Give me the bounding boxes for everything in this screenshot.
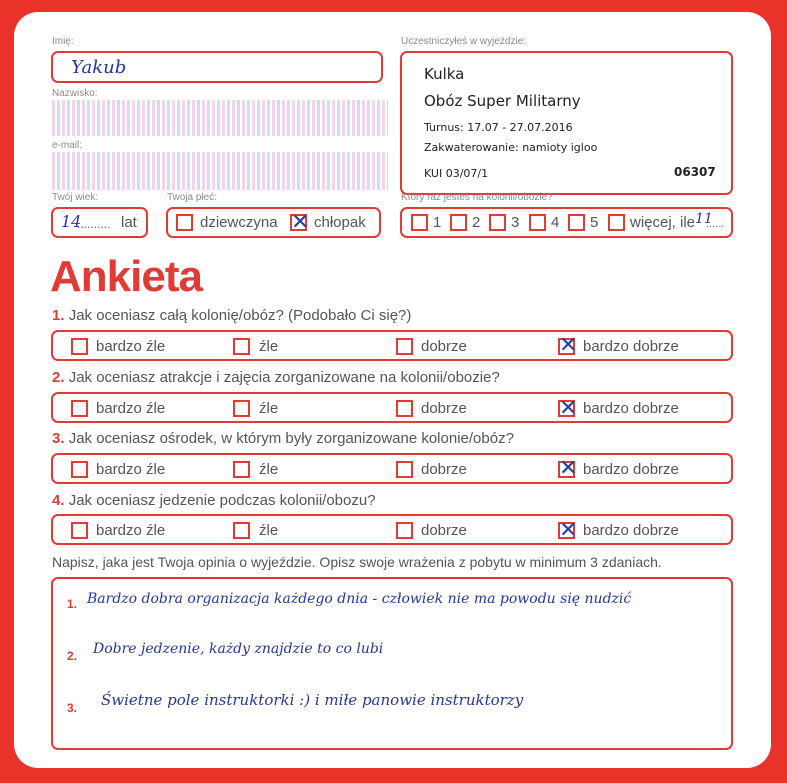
opinion-line-2: Dobre jedzenie, każdy znajdzie to co lubi <box>93 641 384 657</box>
q3-bad-checkbox[interactable] <box>233 461 250 478</box>
q1-good-checkbox[interactable] <box>396 338 413 355</box>
camp-accommodation: Zakwaterowanie: namioty igloo <box>424 141 598 154</box>
email-redacted <box>52 152 388 190</box>
camp-code: KUI 03/07/1 <box>424 167 489 180</box>
q1-check-mark: ✕ <box>559 333 578 358</box>
survey-sheet <box>14 12 771 768</box>
girl-label: dziewczyna <box>200 214 278 231</box>
surname-label: Nazwisko: <box>52 88 98 99</box>
opinion-box[interactable] <box>51 577 733 750</box>
camp-turnus: Turnus: 17.07 - 27.07.2016 <box>424 121 573 134</box>
question-2-text: Jak oceniasz atrakcje i zajęcia zorganizowane na kolonii/obozie? <box>68 369 500 386</box>
q3-good-checkbox[interactable] <box>396 461 413 478</box>
question-2-options <box>51 392 733 423</box>
times-label-3: 3 <box>511 214 520 231</box>
opinion-prompt: Napisz, jaka jest Twoja opinia o wyjeździe. Opisz swoje wrażenia z pobytu w minimum 3 zdaniach. <box>52 554 662 570</box>
question-3 <box>52 430 514 447</box>
question-2 <box>52 369 500 386</box>
times-checkbox-3[interactable] <box>489 214 506 231</box>
boy-check-mark: ✕ <box>291 210 310 235</box>
times-checkbox-more[interactable] <box>608 214 625 231</box>
q3-good-label: dobrze <box>421 461 467 478</box>
q2-bad-checkbox[interactable] <box>233 400 250 417</box>
camp-brand: Kulka <box>424 65 465 83</box>
q2-very-good-label: bardzo dobrze <box>583 400 679 417</box>
q4-very-good-checkbox[interactable] <box>558 518 578 543</box>
times-label-1: 1 <box>433 214 442 231</box>
first-name-value: Yakub <box>71 57 127 78</box>
q1-bad-checkbox[interactable] <box>233 338 250 355</box>
q3-very-bad-checkbox[interactable] <box>71 461 88 478</box>
email-label: e-mail: <box>52 140 83 151</box>
q2-very-good-checkbox[interactable] <box>558 396 578 421</box>
times-label: Który raz jesteś na kolonii/obozie? <box>401 192 553 203</box>
times-checkbox-4[interactable] <box>529 214 546 231</box>
q4-good-checkbox[interactable] <box>396 522 413 539</box>
q3-bad-label: źle <box>259 461 279 478</box>
q1-very-good-checkbox[interactable] <box>558 333 578 358</box>
opinion-number-1: 1. <box>67 597 78 611</box>
question-1-options <box>51 330 733 361</box>
question-4 <box>52 492 376 509</box>
q4-bad-checkbox[interactable] <box>233 522 250 539</box>
question-3-options <box>51 453 733 484</box>
q4-very-good-label: bardzo dobrze <box>583 522 679 539</box>
q1-bad-label: źle <box>259 338 279 355</box>
question-4-options <box>51 514 733 545</box>
age-value: 14 <box>61 212 82 231</box>
q4-check-mark: ✕ <box>559 518 578 543</box>
q3-check-mark: ✕ <box>559 456 578 481</box>
gender-field <box>166 207 381 238</box>
q4-very-bad-label: bardzo źle <box>96 522 166 539</box>
opinion-line-1: Bardzo dobra organizacja każdego dnia - człowiek nie ma powodu się nudzić <box>87 591 632 607</box>
age-field[interactable] <box>51 207 148 238</box>
age-label: Twój wiek: <box>52 192 99 203</box>
times-checkbox-5[interactable] <box>568 214 585 231</box>
question-1 <box>52 307 411 324</box>
participant-label: Uczestniczyłeś w wyjeździe: <box>401 36 527 47</box>
times-more-dots: ...... <box>706 218 725 230</box>
question-4-number: 4. <box>52 492 65 509</box>
times-more-value: 11 <box>695 211 713 227</box>
times-checkbox-1[interactable] <box>411 214 428 231</box>
boy-label: chłopak <box>314 214 366 231</box>
q2-good-checkbox[interactable] <box>396 400 413 417</box>
camp-number: 06307 <box>674 165 716 179</box>
question-1-number: 1. <box>52 307 65 324</box>
q1-very-bad-checkbox[interactable] <box>71 338 88 355</box>
times-label-4: 4 <box>551 214 560 231</box>
first-name-field[interactable] <box>51 51 383 83</box>
opinion-number-3: 3. <box>67 701 78 715</box>
q1-good-label: dobrze <box>421 338 467 355</box>
times-label-5: 5 <box>590 214 599 231</box>
question-3-number: 3. <box>52 430 65 447</box>
q1-very-good-label: bardzo dobrze <box>583 338 679 355</box>
question-4-text: Jak oceniasz jedzenie podczas kolonii/obozu? <box>68 492 376 509</box>
q4-bad-label: źle <box>259 522 279 539</box>
first-name-label: Imię: <box>52 36 74 47</box>
girl-checkbox[interactable] <box>176 214 193 231</box>
survey-title: Ankieta <box>50 252 202 301</box>
q1-very-bad-label: bardzo źle <box>96 338 166 355</box>
q3-very-good-label: bardzo dobrze <box>583 461 679 478</box>
age-unit: lat <box>121 214 137 231</box>
q3-very-good-checkbox[interactable] <box>558 456 578 481</box>
q2-very-bad-label: bardzo źle <box>96 400 166 417</box>
question-1-text: Jak oceniasz całą kolonię/obóz? (Podobało Ci się?) <box>68 307 412 324</box>
q2-check-mark: ✕ <box>559 396 578 421</box>
camp-name: Obóz Super Militarny <box>424 92 581 110</box>
boy-checkbox[interactable] <box>290 210 310 235</box>
q2-very-bad-checkbox[interactable] <box>71 400 88 417</box>
camp-info-box <box>400 51 733 195</box>
q2-bad-label: źle <box>259 400 279 417</box>
question-3-text: Jak oceniasz ośrodek, w którym były zorganizowane kolonie/obóz? <box>68 430 514 447</box>
question-2-number: 2. <box>52 369 65 386</box>
opinion-line-3: Świetne pole instruktorki :) i miłe panowie instruktorzy <box>101 691 524 709</box>
q4-good-label: dobrze <box>421 522 467 539</box>
surname-redacted <box>52 100 388 136</box>
times-field <box>400 207 733 238</box>
times-more-label: więcej, ile <box>630 214 696 231</box>
q3-very-bad-label: bardzo źle <box>96 461 166 478</box>
q4-very-bad-checkbox[interactable] <box>71 522 88 539</box>
gender-label: Twoja płeć: <box>167 192 218 203</box>
times-label-2: 2 <box>472 214 481 231</box>
opinion-number-2: 2. <box>67 649 78 663</box>
q2-good-label: dobrze <box>421 400 467 417</box>
age-dots: .......... <box>77 217 111 231</box>
times-checkbox-2[interactable] <box>450 214 467 231</box>
